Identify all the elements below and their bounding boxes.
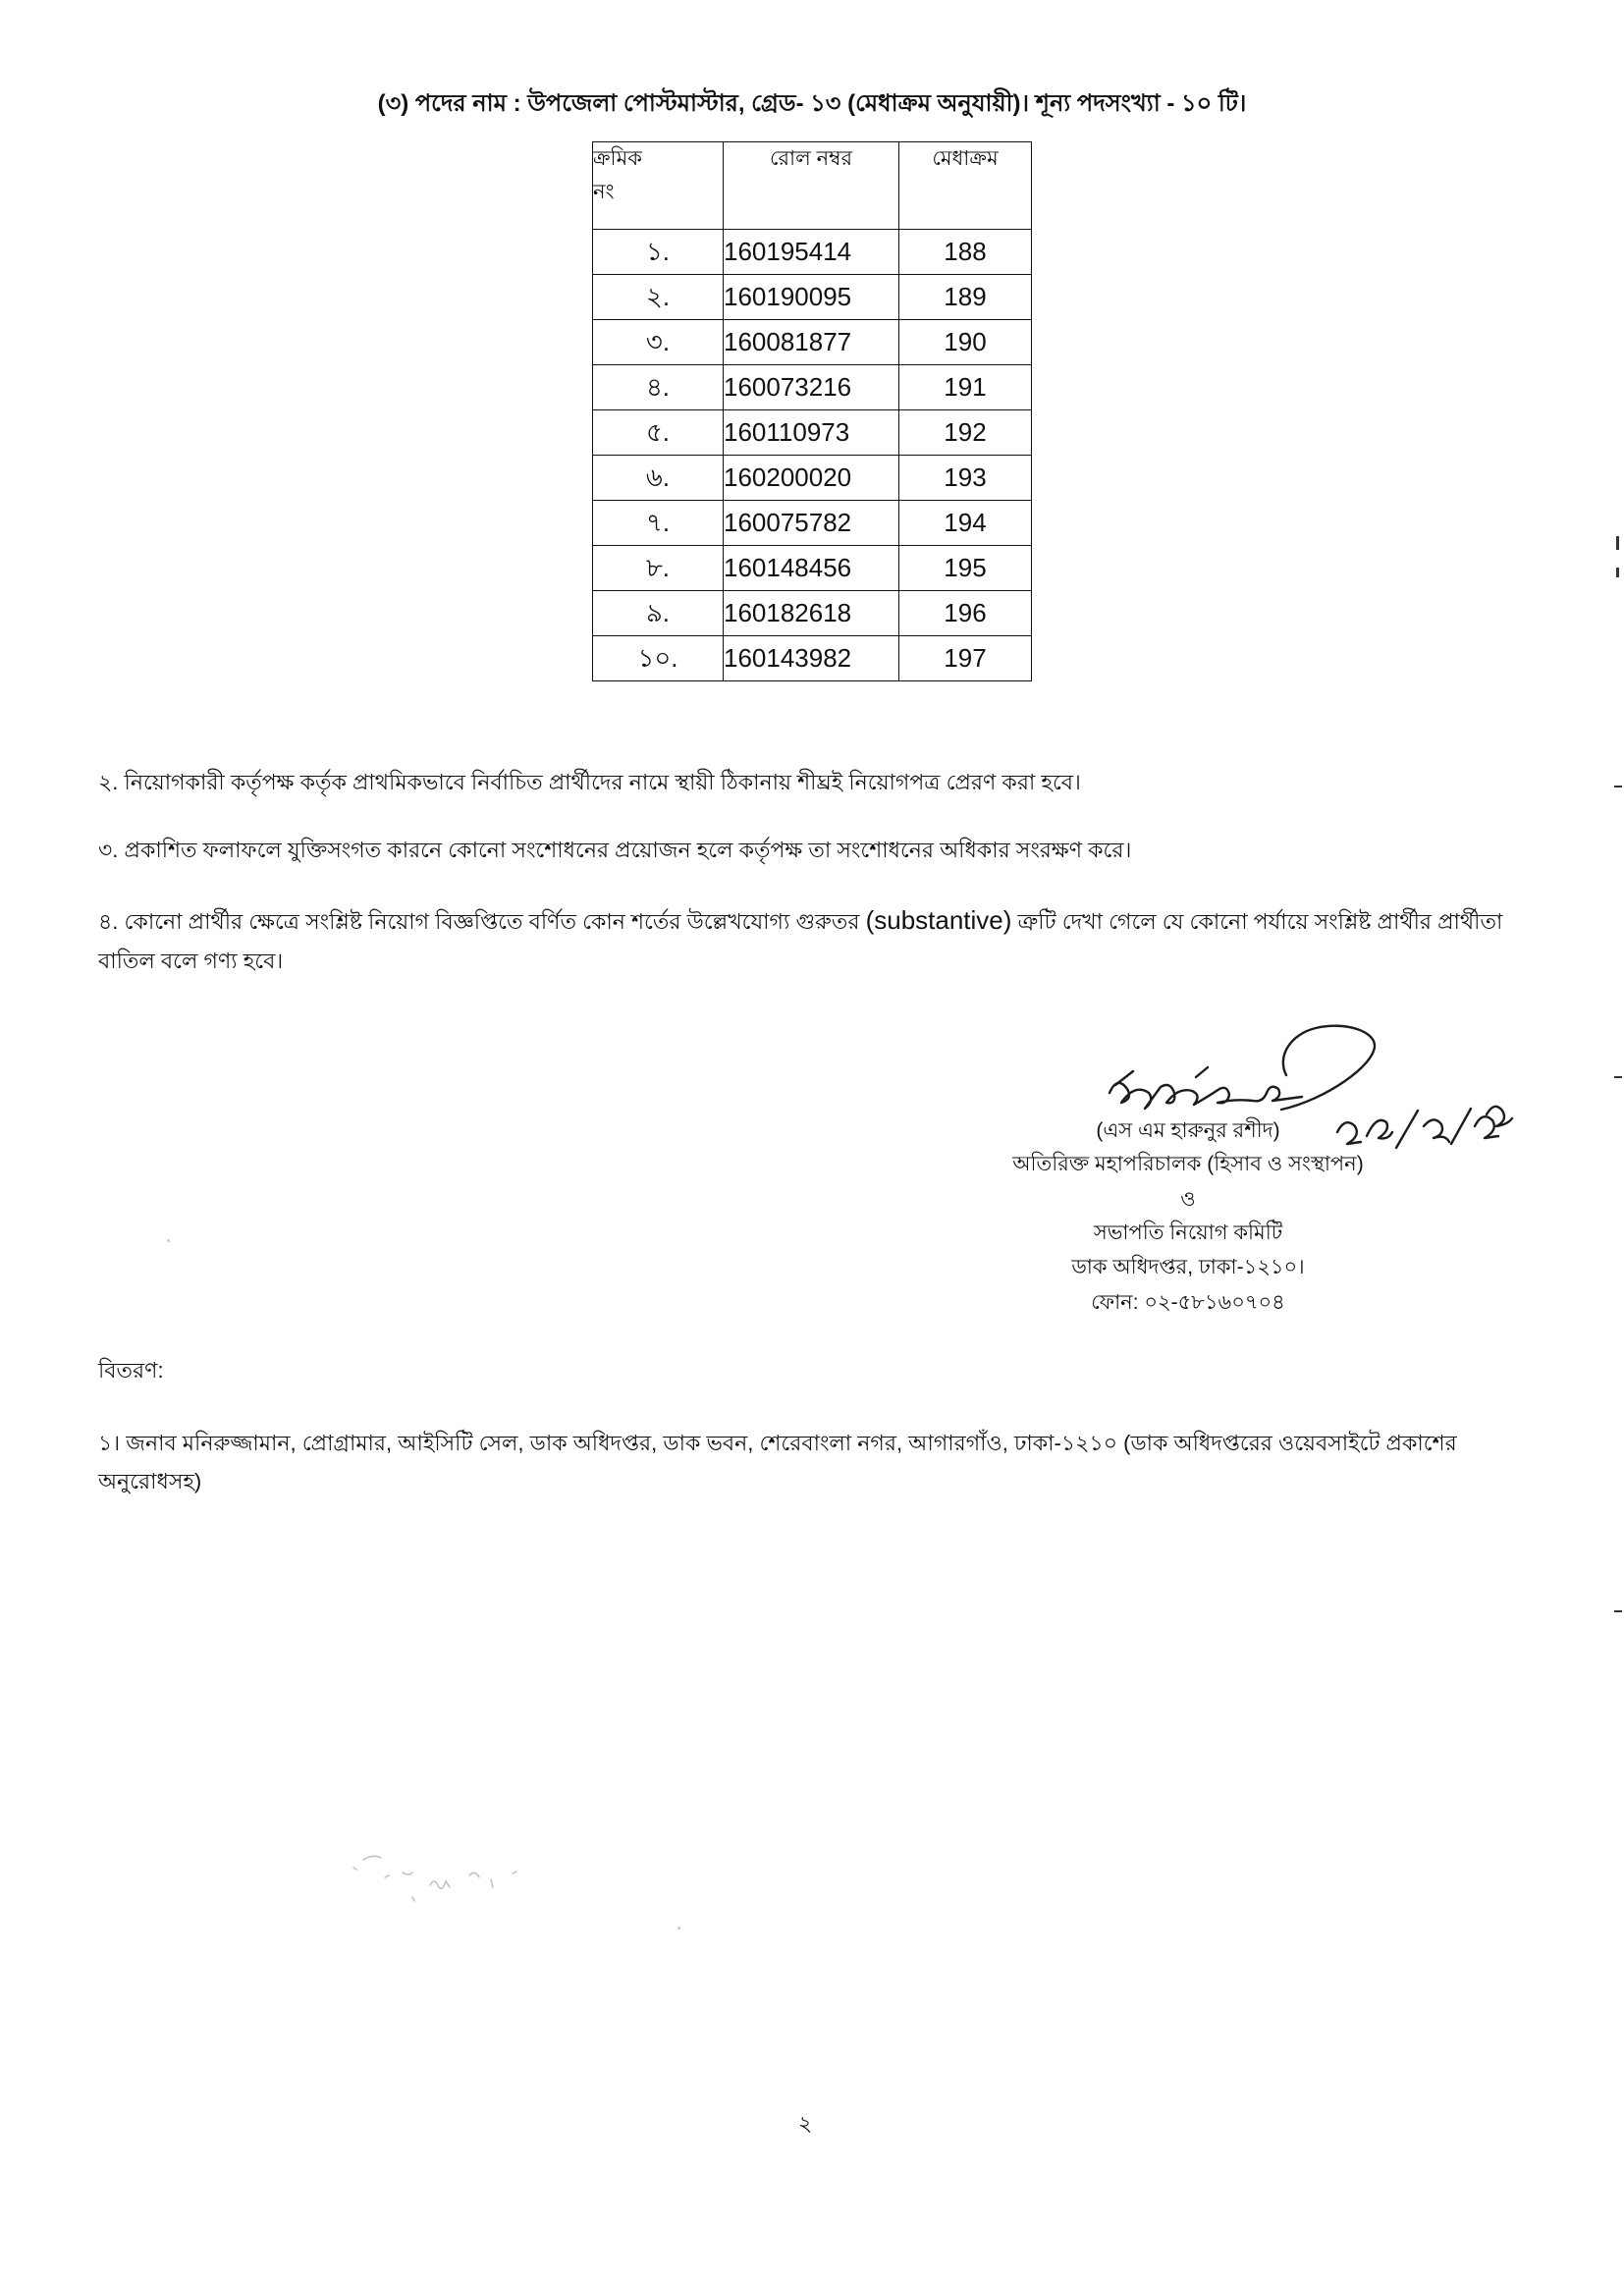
cell-roll-number: 160081877: [724, 320, 899, 365]
cell-roll-number: 160200020: [724, 456, 899, 501]
note-4-text-before: ৪. কোনো প্রার্থীর ক্ষেত্রে সংশ্লিষ্ট নিয়োগ বিজ্ঞপ্তিতে বর্ণিত কোন শর্তের উল্লেখযোগ্য গুরুতর: [98, 909, 866, 934]
handwritten-signature-icon: [1080, 1016, 1532, 1164]
table-row: [593, 501, 1032, 546]
cell-merit-position: 191: [899, 365, 1032, 410]
cell-merit-position: 193: [899, 456, 1032, 501]
table-header-row: [593, 142, 1032, 230]
faint-scan-mark: [344, 1838, 579, 1907]
edge-scan-mark: [1614, 786, 1622, 787]
table-row: [593, 546, 1032, 591]
cell-serial: ৬.: [593, 456, 724, 501]
signatory-office: ডাক অধিদপ্তর, ঢাকা-১২১০।: [1071, 1256, 1305, 1278]
cell-merit-position: 195: [899, 546, 1032, 591]
distribution-title: বিতরণ:: [98, 1358, 164, 1383]
cell-roll-number: 160073216: [724, 365, 899, 410]
cell-roll-number: 160195414: [724, 230, 899, 275]
signatory-designation: অতিরিক্ত মহাপরিচালক (হিসাব ও সংস্থাপন): [1012, 1153, 1364, 1175]
cell-roll-number: 160182618: [724, 591, 899, 636]
cell-merit-position: 189: [899, 275, 1032, 320]
edge-scan-mark: [1614, 1610, 1622, 1612]
signatory-phone: ফোন: ০২-৫৮১৬০৭০৪: [1091, 1291, 1285, 1314]
cell-merit-position: 192: [899, 410, 1032, 456]
cell-roll-number: 160110973: [724, 410, 899, 456]
edge-scan-mark: [1614, 1076, 1622, 1078]
signatory-name: (এস এম হারুনুর রশীদ): [1096, 1119, 1280, 1142]
cell-merit-position: 197: [899, 636, 1032, 681]
post-heading: (৩) পদের নাম : উপজেলা পোস্টমাস্টার, গ্রেড- ১৩ (মেধাক্রম অনুযায়ী)। শূন্য পদসংখ্যা - ১০ টি।: [377, 90, 1247, 117]
table-row: [593, 636, 1032, 681]
cell-serial: ১.: [593, 230, 724, 275]
distribution-item: ১। জনাব মনিরুজ্জামান, প্রোগ্রামার, আইসিটি সেল, ডাক অধিদপ্তর, ডাক ভবন, শেরেবাংলা নগর, আগারগাঁও, ঢাকা-১২১০ (ডাক অধিদপ্তরের ওয়েবসাইটে প্রকাশের অনুরোধসহ): [98, 1431, 1457, 1493]
scan-speck: [677, 1927, 680, 1929]
cell-merit-position: 188: [899, 230, 1032, 275]
table-row: [593, 230, 1032, 275]
header-roll-number: রোল নম্বর: [724, 142, 899, 230]
note-4: [98, 900, 1526, 981]
table-row: [593, 591, 1032, 636]
edge-scan-mark: [1616, 568, 1619, 577]
note-2: ২. নিয়োগকারী কর্তৃপক্ষ কর্তৃক প্রাথমিকভাবে নির্বাচিত প্রার্থীদের নামে স্থায়ী ঠিকানায় শীঘ্রই নিয়োগপত্র প্রেরণ করা হবে।: [98, 770, 1081, 794]
note-4-text-after: ত্রুটি দেখা গেলে যে কোনো পর্যায়ে সংশ্লিষ্ট প্রার্থীর প্রার্থীতা বাতিল বলে গণ্য হবে।: [98, 909, 1503, 973]
signatory-committee: সভাপতি নিয়োগ কমিটি: [1093, 1221, 1283, 1244]
cell-serial: ৪.: [593, 365, 724, 410]
cell-serial: ৩.: [593, 320, 724, 365]
merit-list-table: [592, 141, 1032, 681]
cell-serial: ৯.: [593, 591, 724, 636]
table-row: [593, 275, 1032, 320]
table-row: [593, 456, 1032, 501]
header-serial: [593, 142, 724, 230]
cell-serial: ২.: [593, 275, 724, 320]
cell-roll-number: 160075782: [724, 501, 899, 546]
header-serial-line2: নং: [593, 181, 615, 203]
cell-serial: ১০.: [593, 636, 724, 681]
cell-serial: ৭.: [593, 501, 724, 546]
cell-roll-number: 160190095: [724, 275, 899, 320]
table-row: [593, 365, 1032, 410]
table-body: [593, 230, 1032, 681]
scan-speck: [167, 1239, 170, 1242]
cell-roll-number: 160148456: [724, 546, 899, 591]
edge-scan-mark: [1616, 536, 1619, 550]
cell-merit-position: 190: [899, 320, 1032, 365]
signatory-conjunction: ও: [1180, 1188, 1196, 1211]
table-row: [593, 410, 1032, 456]
note-3: ৩. প্রকাশিত ফলাফলে যুক্তিসংগত কারনে কোনো সংশোধনের প্রয়োজন হলে কর্তৃপক্ষ তা সংশোধনের অধিকার সংরক্ষণ করে।: [98, 838, 1132, 862]
header-merit-position: মেধাক্রম: [899, 142, 1032, 230]
table-row: [593, 320, 1032, 365]
cell-merit-position: 194: [899, 501, 1032, 546]
note-4-term: (substantive): [865, 905, 1012, 935]
cell-roll-number: 160143982: [724, 636, 899, 681]
cell-serial: ৮.: [593, 546, 724, 591]
page-number: ২: [797, 2111, 813, 2136]
cell-merit-position: 196: [899, 591, 1032, 636]
cell-serial: ৫.: [593, 410, 724, 456]
header-serial-line1: ক্রমিক: [593, 147, 642, 170]
